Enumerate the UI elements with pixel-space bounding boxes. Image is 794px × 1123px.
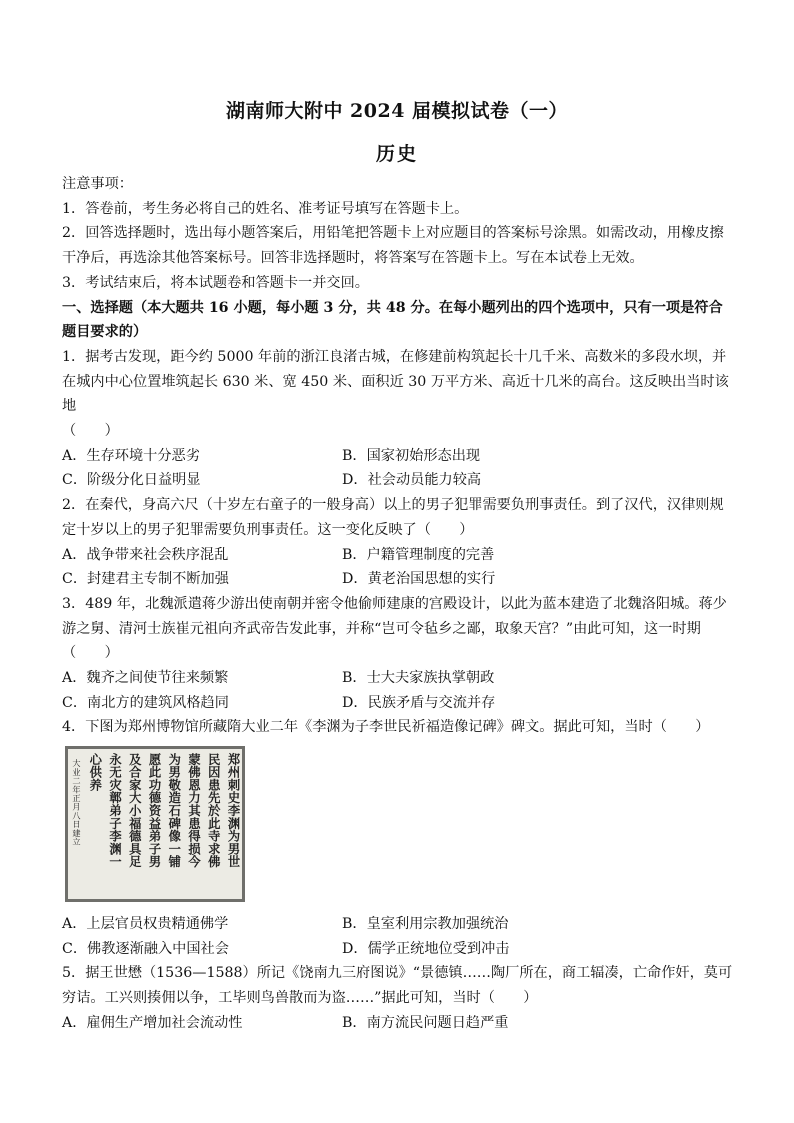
option-b: B．士大夫家族执掌朝政 [342,670,495,686]
option-a: A．上层官员权贵精通佛学 [62,916,229,933]
question-stem: 1．据考古发现，距今约 5000 年前的浙江良渚古城，在修建前构筑起长十几千米、高数米的多段水坝，并在城内中心位置堆筑起长 630 米、宽 450 米、面积近 30 万平方米、高近十几米的高台。这反映出当时该地 [62,348,729,415]
stele-column: 民因患先於此寺求佛 [206,753,222,869]
option-c: C．佛教逐渐融入中国社会 [62,940,229,957]
option-row [62,1011,736,1036]
subject-title: 历史 [375,143,418,165]
option-row [62,567,736,592]
stele-date: 大业二年正月八日建立 [72,759,82,847]
option-d: D．民族矛盾与交流并存 [342,694,496,711]
question-stem: 3．489 年，北魏派遣蒋少游出使南朝并密令他偷师建康的宫殿设计，以此为蓝本建造了北魏洛阳城。蒋少游之舅、清河士族崔元祖向齐武帝告发此事，并称“岂可令毡乡之鄙，取象天宫？”由此可知，这一时期 [62,595,727,637]
notice-item-1: 1．答卷前，考生务必将自己的姓名、准考证号填写在答题卡上。 [62,200,469,217]
option-a: A．生存环境十分恶劣 [62,447,200,464]
option-row [62,444,736,469]
stele-column: 心供养 [87,753,103,792]
question-3 [62,592,736,715]
notice-item-3: 3．考试结束后，将本试题卷和答题卡一并交回。 [62,274,369,291]
option-a: A．战争带来社会秩序混乱 [62,546,229,563]
option-c: C．阶级分化日益明显 [62,472,201,489]
option-b: B．国家初始形态出现 [342,447,481,464]
stele-column: 愿此功德资益弟子男 [147,753,162,869]
option-d: D．黄老治国思想的实行 [342,571,496,588]
option-row [62,937,736,962]
notice-heading: 注意事项： [62,176,133,192]
option-b: B．南方流民问题日趋严重 [342,1014,509,1031]
stele-column: 郑州刺史李渊为男世 [226,753,241,869]
question-stem: 2．在秦代，身高六尺（十岁左右童子的一般身高）以上的男子犯罪需要负刑事责任。到了汉代，汉律则规定十岁以上的男子犯罪需要负刑事责任。这一变化反映了（ ） [62,497,724,538]
answer-paren: （ ） [62,423,119,440]
stele-figure [62,740,736,912]
option-row [62,691,736,716]
option-b: B．皇室利用宗教加强统治 [342,916,509,933]
question-2 [62,493,736,592]
option-a: A．魏齐之间使节往来频繁 [62,670,229,686]
option-a: A．雇佣生产增加社会流动性 [62,1014,243,1031]
option-c: C．封建君主专制不断加强 [62,571,229,588]
stele-column: 永无灾鄣弟子李渊一 [107,753,123,869]
answer-paren: （ ） [62,645,119,662]
question-5 [62,961,736,1035]
question-stem: 5．据王世懋（1536—1588）所记《饶南九三府图说》“景德镇……陶厂所在，商工辐凑，亡命作奸，莫可穷诘。工兴则揍佣以争，工毕则鸟兽散而为盗……”据此可知，当时（ ） [62,965,733,1007]
option-d: D．社会动员能力较高 [342,472,482,489]
option-row [62,468,736,493]
section-heading: 一、选择题（本大题共 16 小题，每小题 3 分，共 48 分。在每小题列出的四个选项中，只有一项是符合题目要求的） [62,299,723,341]
stele-column: 及合家大小福德具足 [127,753,143,869]
stele-column: 为男敬造石碑像一铺 [166,753,182,869]
question-1 [62,345,736,493]
option-row [62,666,736,691]
stele-column: 蒙佛恩力其患得损今 [186,753,202,869]
option-b: B．户籍管理制度的完善 [342,546,495,563]
option-row [62,912,736,937]
exam-body [62,172,736,1036]
option-c: C．南北方的建筑风格趋同 [62,694,229,711]
question-4 [62,715,736,961]
option-d: D．儒学正统地位受到冲击 [342,940,510,957]
stele-inscription-image [65,746,245,902]
notice-item-2: 2．回答选择题时，选出每小题答案后，用铅笔把答题卡上对应题目的答案标号涂黑。如需改动，用橡皮擦干净后，再选涂其他答案标号。回答非选择题时，将答案写在答题卡上。写在本试卷上无效。 [62,225,724,267]
option-row [62,543,736,568]
question-stem: 4．下图为郑州博物馆所藏隋大业二年《李渊为子李世民祈福造像记碑》碑文。据此可知，当时（ ） [62,719,710,736]
exam-title: 湖南师大附中 2024 届模拟试卷（一） [225,100,569,122]
